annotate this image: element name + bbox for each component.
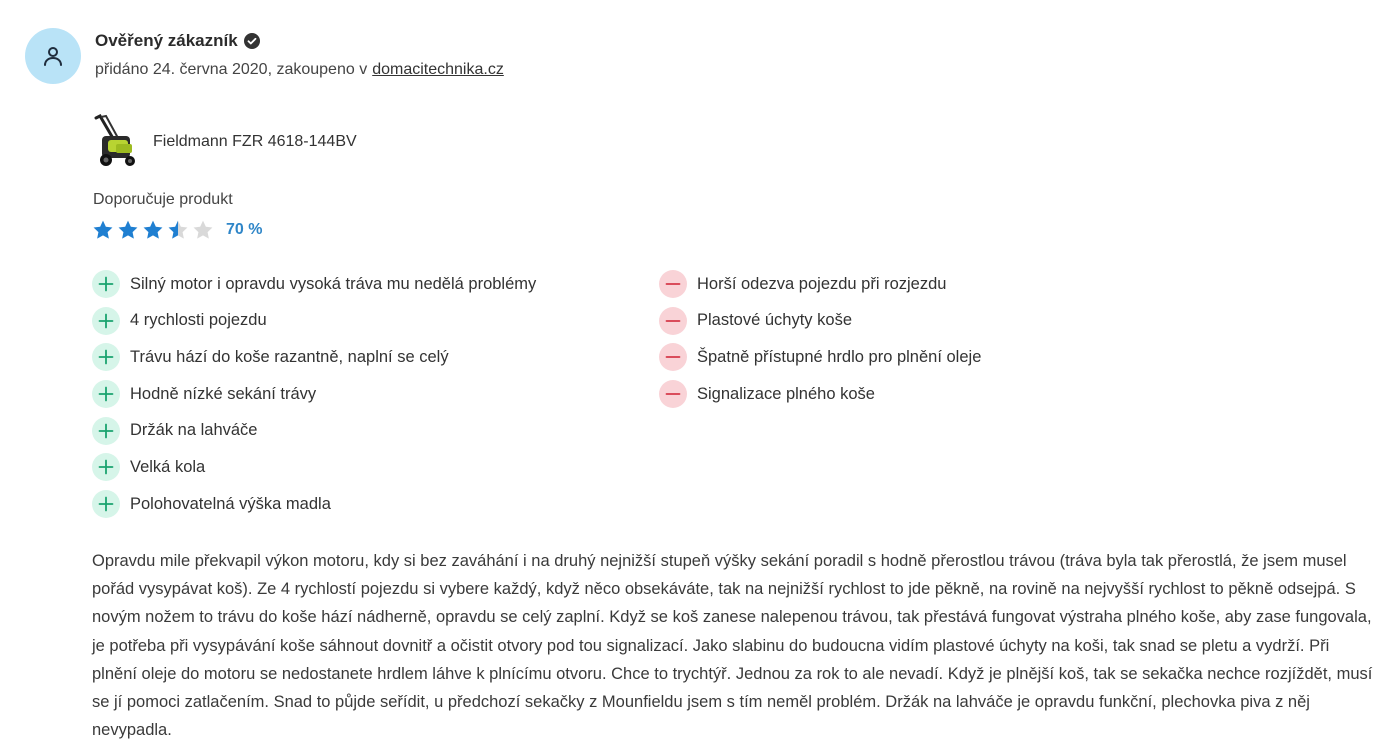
plus-icon [92,307,120,335]
plus-icon [92,343,120,371]
plus-icon [92,453,120,481]
shop-link[interactable]: domacitechnika.cz [372,61,504,78]
pro-text: Polohovatelná výška madla [130,494,331,513]
con-text: Horší odezva pojezdu při rozjezdu [697,274,947,293]
con-item [659,343,981,371]
minus-icon [659,307,687,335]
pro-text: Velká kola [130,457,206,476]
review-author [95,30,504,81]
lawn-mower-thumbnail [92,114,140,170]
star-icon [167,219,189,241]
con-text: Plastové úchyty koše [697,311,852,330]
plus-icon [92,380,120,408]
pro-text: Trávu hází do koše razantně, naplní se celý [130,347,449,366]
user-icon [41,44,65,68]
avatar [25,28,81,84]
star-rating [92,219,214,241]
plus-icon [92,417,120,445]
pro-item [92,270,536,298]
minus-icon [659,343,687,371]
pro-item [92,417,536,445]
con-item [659,270,981,298]
pro-item [92,453,536,481]
pro-item [92,380,536,408]
star-icon [117,219,139,241]
pro-item [92,490,536,518]
con-text: Signalizace plného koše [697,384,875,403]
star-icon [142,219,164,241]
review-text: Opravdu mile překvapil výkon motoru, kdy si bez zaváhání i na druhý nejnižší stupeň výšky sekání poradil s hodně přerostlou trávou (tráva byla tak přerostlá, že jsem musel pořád vysypávat koš). Ze 4 rychlostí pojezdu si vybere každý, když něco obsekáváte, tak na nejnižší rychlost to jde pěkně, na rovině na nejvyšší rychlost to pěkně odsejpá. S novým nožem to trávu do koše hází nádherně, opravdu se celý zaplní. Když se koš zanese nalepenou trávou, tak přestává fungovat výstraha plného koše, aby zase fungovala, je potřeba při vysypávání koše sáhnout dovnitř a očistit otvory pod tou signalizací. Jako slabinu do budoucna vidím plastové úchyty na koši, tak snad se pletu a vydrží. Při plnění oleje do motoru se nedostanete hrdlem láhve k plnícímu otvoru. Chce to trychtýř. Jednou za rok to ale nevadí. Když je plnější koš, tak se sekačka nechce rozjíždět, musí se jí pomoci zatlačením. Snad to půjde seřídit, u předchozí sekačky z Mounfieldu jsem s tím neměl problém. Držák na lahváče je opravdu funkční, plechovka piva z něj nevypadla. [92,552,1373,740]
minus-icon [659,380,687,408]
plus-icon [92,270,120,298]
pros-list [92,270,536,527]
pro-text: Hodně nízké sekání trávy [130,384,317,403]
cons-list [659,270,981,417]
minus-icon [659,270,687,298]
con-item [659,307,981,335]
verified-check-icon [244,33,260,49]
recommend-label: Doporučuje produkt [93,191,233,208]
review-date: přidáno 24. června 2020, zakoupeno v [95,61,368,78]
star-icon [192,219,214,241]
rating [92,219,262,241]
rating-percent: 70 % [226,221,263,238]
pro-text: Držák na lahváče [130,421,258,440]
con-item [659,380,981,408]
plus-icon [92,490,120,518]
star-icon [92,219,114,241]
product-reference[interactable] [92,114,357,170]
pro-item [92,343,536,371]
pro-text: 4 rychlosti pojezdu [130,311,267,330]
product-name[interactable]: Fieldmann FZR 4618-144BV [153,133,357,150]
pro-item [92,307,536,335]
review-meta [95,59,504,81]
pro-text: Silný motor i opravdu vysoká tráva mu nedělá problémy [130,274,537,293]
author-name: Ověřený zákazník [95,31,238,50]
con-text: Špatně přístupné hrdlo pro plnění oleje [697,347,982,366]
